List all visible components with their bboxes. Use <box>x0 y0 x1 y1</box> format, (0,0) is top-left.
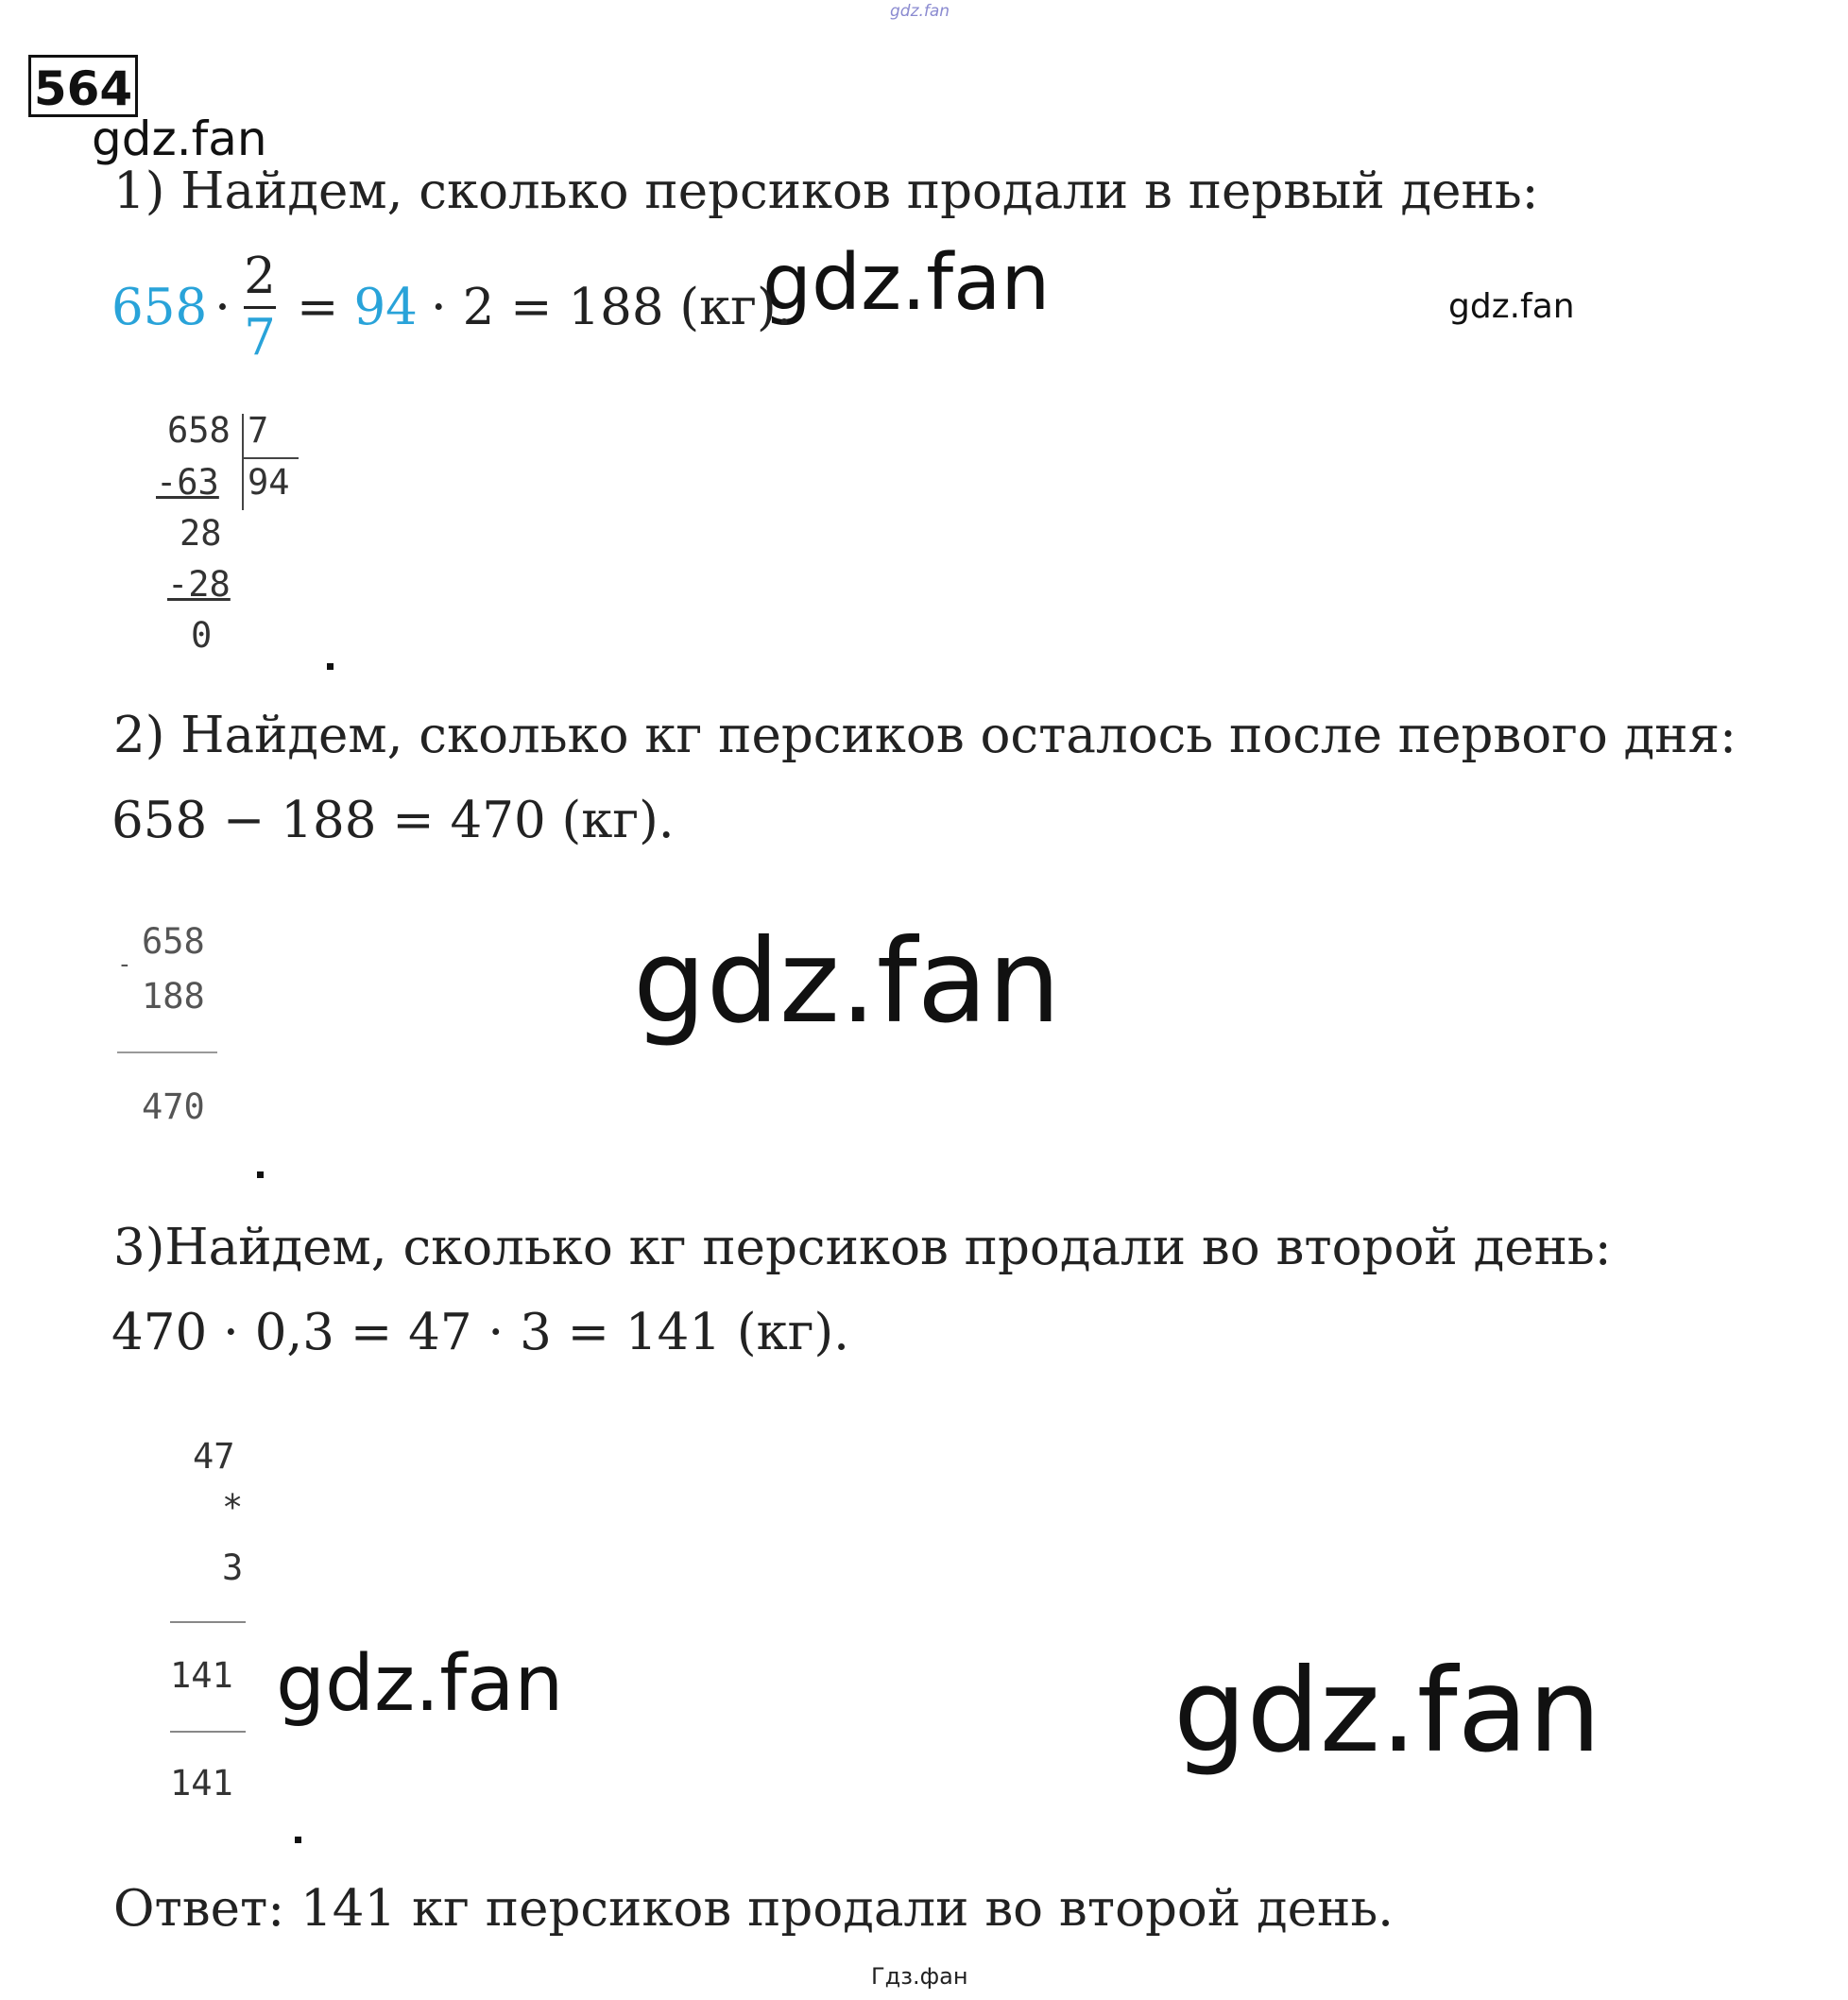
eq-dot: · <box>214 279 231 336</box>
subtraction-sign: - <box>117 950 132 979</box>
multiplication-partial: 141 <box>170 1655 233 1696</box>
division-sub2: -28 <box>167 564 231 605</box>
division-quotient: 94 <box>248 462 290 503</box>
multiplication-sign: * <box>222 1487 244 1528</box>
multiplication-line-1 <box>170 1621 246 1623</box>
eq-term-658: 658 <box>111 279 208 336</box>
multiplication-result: 141 <box>170 1763 233 1803</box>
watermark-6: gdz.fan <box>1173 1644 1601 1778</box>
fraction-denominator: 7 <box>244 309 276 367</box>
multiplication-bottom: 3 <box>222 1547 244 1588</box>
subtraction-end-dot <box>257 1171 264 1178</box>
answer-text: Ответ: 141 кг персиков продали во второй день. <box>113 1880 1395 1938</box>
subtraction-top: 658 <box>142 921 205 962</box>
division-vertical-bar <box>242 414 244 510</box>
watermark-5: gdz.fan <box>276 1639 564 1729</box>
step3-text: 3)Найдем, сколько кг персиков продали во второй день: <box>113 1219 1612 1276</box>
watermark-2: gdz.fan <box>762 238 1051 328</box>
eq-term-94: 94 <box>353 279 418 336</box>
watermark-3: gdz.fan <box>1448 287 1575 326</box>
division-rem2: 0 <box>191 615 213 656</box>
division-dividend: 658 <box>167 410 231 451</box>
step1-text: 1) Найдем, сколько персиков продали в первый день: <box>113 162 1539 220</box>
subtraction-bottom: 188 <box>142 976 205 1017</box>
footer-watermark: Гдз.фан <box>871 1963 968 1990</box>
watermark-4: gdz.fan <box>633 915 1061 1049</box>
division-rem1: 28 <box>180 513 222 554</box>
eq-rest: · 2 = 188 (кг). <box>430 279 793 336</box>
multiplication-line-2 <box>170 1731 246 1733</box>
eq-equals: = <box>297 279 339 336</box>
step2-text: 2) Найдем, сколько кг персиков осталось после первого дня: <box>113 707 1737 764</box>
step3-equation: 470 · 0,3 = 47 · 3 = 141 (кг). <box>111 1304 849 1361</box>
subtraction-line <box>117 1051 217 1053</box>
fraction-numerator: 2 <box>244 248 276 305</box>
division-divisor: 7 <box>248 410 269 451</box>
division-quotient-line <box>244 457 299 459</box>
header-watermark: gdz.fan <box>890 2 950 21</box>
division-end-dot <box>327 663 334 670</box>
step1-equation <box>111 248 793 368</box>
multiplication-end-dot <box>295 1837 301 1843</box>
task-number: 564 <box>28 55 138 117</box>
multiplication-top: 47 <box>193 1436 235 1477</box>
subtraction-result: 470 <box>142 1086 205 1127</box>
watermark-1: gdz.fan <box>92 111 267 166</box>
division-sub1: -63 <box>156 462 219 503</box>
fraction-two-sevenths <box>244 248 276 368</box>
step2-equation: 658 − 188 = 470 (кг). <box>111 792 675 849</box>
